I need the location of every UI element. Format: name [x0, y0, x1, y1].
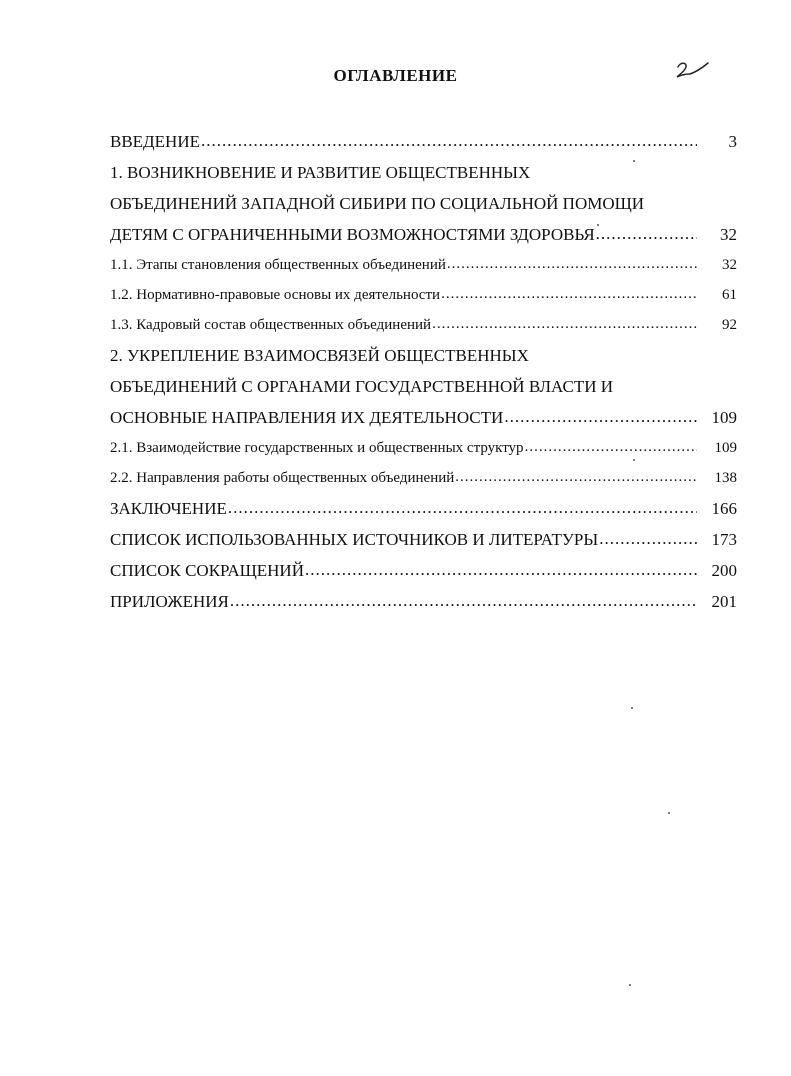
- toc-entry-title: СПИСОК ИСПОЛЬЗОВАННЫХ ИСТОЧНИКОВ И ЛИТЕРАТУРЫ: [110, 530, 599, 549]
- toc-dot-leader: [201, 125, 697, 156]
- toc-page-number: 109: [714, 440, 737, 456]
- toc-page-number: 32: [720, 225, 737, 244]
- toc-page-number: 61: [722, 287, 737, 303]
- toc-section-entry: [110, 340, 737, 371]
- toc-dot-leader: [525, 432, 697, 462]
- scan-speck: [633, 160, 635, 162]
- toc-entry-title: 1.3. Кадровый состав общественных объединений: [110, 317, 432, 333]
- toc-page-number: 166: [711, 499, 737, 518]
- toc-entry-title: ОБЪЕДИНЕНИЙ С ОРГАНАМИ ГОСУДАРСТВЕННОЙ ВЛАСТИ И: [110, 377, 614, 396]
- scan-speck: [633, 459, 635, 461]
- toc-entry-title: 2. УКРЕПЛЕНИЕ ВЗАИМОСВЯЗЕЙ ОБЩЕСТВЕННЫХ: [110, 346, 529, 365]
- handwritten-page-number-icon: [672, 58, 712, 82]
- toc-entry-title: ОСНОВНЫЕ НАПРАВЛЕНИЯ ИХ ДЕЯТЕЛЬНОСТИ: [110, 408, 504, 427]
- page-title: ОГЛАВЛЕНИЕ: [333, 66, 458, 85]
- toc-dot-leader: [441, 279, 697, 309]
- toc-dot-leader: [455, 462, 697, 492]
- toc-subsection-entry: [110, 280, 737, 310]
- toc-page-number: 109: [711, 408, 737, 427]
- toc-subsection-entry: [110, 433, 737, 463]
- toc-section-entry: [110, 524, 737, 555]
- toc-entry-title: СПИСОК СОКРАЩЕНИЙ: [110, 561, 304, 580]
- toc-subsection-entry: [110, 463, 737, 493]
- toc-entry-title: 1.1. Этапы становления общественных объединений: [110, 257, 446, 273]
- toc-entry-title: ЗАКЛЮЧЕНИЕ: [110, 499, 227, 518]
- scan-speck: [629, 984, 631, 986]
- toc-subsection-entry: [110, 250, 737, 280]
- toc-entry-title: ОБЪЕДИНЕНИЙ ЗАПАДНОЙ СИБИРИ ПО СОЦИАЛЬНОЙ ПОМОЩИ: [110, 194, 645, 213]
- table-of-contents: [110, 126, 737, 617]
- toc-page-number: 92: [722, 317, 737, 333]
- toc-entry-title: ПРИЛОЖЕНИЯ: [110, 592, 229, 611]
- toc-section-entry: [110, 126, 737, 157]
- scan-speck: [668, 812, 670, 814]
- toc-section-entry: [110, 555, 737, 586]
- scan-speck: [597, 224, 599, 226]
- toc-dot-leader: [228, 492, 697, 523]
- toc-dot-leader: [305, 554, 697, 585]
- toc-page-number: 200: [711, 561, 737, 580]
- toc-page-number: 32: [722, 257, 737, 273]
- toc-page-number: 138: [714, 470, 737, 486]
- toc-entry-title: 1.2. Нормативно-правовые основы их деятельности: [110, 287, 441, 303]
- toc-entry-title: 2.2. Направления работы общественных объединений: [110, 470, 455, 486]
- toc-dot-leader: [447, 249, 697, 279]
- toc-entry-title: 1. ВОЗНИКНОВЕНИЕ И РАЗВИТИЕ ОБЩЕСТВЕННЫХ: [110, 163, 531, 182]
- toc-subsection-entry: [110, 310, 737, 340]
- toc-entry-title: ВВЕДЕНИЕ: [110, 132, 200, 151]
- toc-section-entry: [110, 371, 737, 402]
- toc-section-entry: [110, 402, 737, 433]
- toc-entry-title: 2.1. Взаимодействие государственных и общественных структур: [110, 440, 524, 456]
- handwritten-page-number: [672, 58, 712, 82]
- toc-section-entry: [110, 157, 737, 188]
- toc-dot-leader: [599, 523, 697, 554]
- toc-section-entry: [110, 188, 737, 219]
- toc-dot-leader: [596, 218, 697, 249]
- toc-dot-leader: [432, 309, 697, 339]
- toc-dot-leader: [504, 401, 697, 432]
- toc-section-entry: [110, 493, 737, 524]
- toc-dot-leader: [230, 585, 697, 616]
- scan-speck: [631, 707, 633, 709]
- toc-section-entry: [110, 586, 737, 617]
- toc-page-number: 3: [728, 132, 737, 151]
- toc-section-entry: [110, 219, 737, 250]
- toc-page-number: 201: [711, 592, 737, 611]
- toc-entry-title: ДЕТЯМ С ОГРАНИЧЕННЫМИ ВОЗМОЖНОСТЯМИ ЗДОРОВЬЯ: [110, 225, 595, 244]
- toc-page-number: 173: [711, 530, 737, 549]
